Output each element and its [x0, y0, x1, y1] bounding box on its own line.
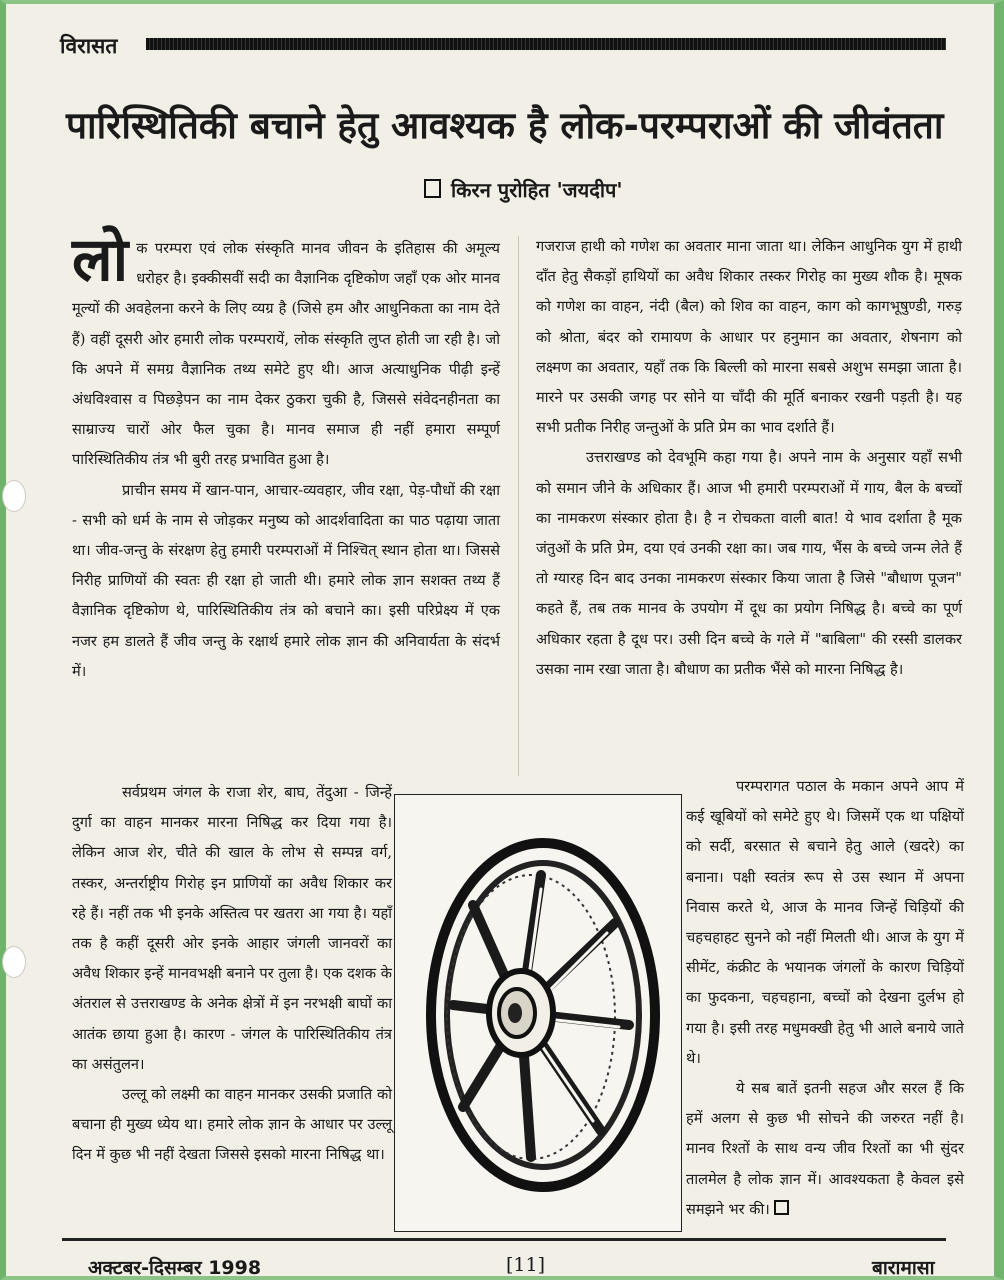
section-tag: विरासत: [60, 34, 118, 58]
column-divider: [518, 236, 519, 776]
paragraph: क परम्परा एवं लोक संस्कृति मानव जीवन के इतिहास की अमूल्य धरोहर है। इक्कीसवीं सदी का वैज्ञानिक दृष्टिकोण जहाँ एक ओर मानव मूल्यों की अवहेलना करने के लिए व्यग्र है (जिसे हम और आधुनिकता का नाम देते हैं) वहीं दूसरी ओर हमारी लोक परम्परायें, लोक संस्कृति लुप्त होती जा रही है। जो कि अपने में समग्र वैज्ञानिक तथ्य समेटे हुए थी। आज अत्याधुनिक पीढ़ी इन्हें अंधविश्वास व पिछड़ेपन का नाम देकर ठुकरा चुकी है, जिससे संवेदनहीनता का साम्राज्य चारों ओर फैल चुका है। मानव समाज ही नहीं हमारा सम्पूर्ण पारिस्थितिकीय तंत्र भी बुरी तरह प्रभावित हुआ है।: [72, 240, 500, 469]
left-bottom-column: [72, 778, 392, 1171]
paragraph-text: ये सब बातें इतनी सहज और सरल हैं कि हमें अलग से कुछ भी सोचने की जरुरत नहीं है। मानव रिश्तों के साथ वन्य जीव रिश्तों का भी सुंदर तालमेल है लोक ज्ञान में। आवश्यकता है केवल इसे समझने भर की।: [686, 1080, 964, 1218]
left-column: [72, 225, 500, 687]
author-name: किरन पुरोहित 'जयदीप': [451, 178, 623, 202]
paragraph: गजराज हाथी को गणेश का अवतार माना जाता था। लेकिन आधुनिक युग में हाथी दाँत हेतु सैकड़ों हाथियों का अवैध शिकार तस्कर गिरोह का मुख्य शौक है। मूषक को गणेश का वाहन, नंदी (बैल) को शिव का वाहन, काग को कागभूषुण्डी, गरुड़ को श्रोता, बंदर को रामायण के आधार पर हनुमान का अवतार, शेषनाग को लक्ष्मण का अवतार, यहाँ तक कि बिल्ली को मारना सबसे अशुभ समझा जाता है। मारने पर उसकी जगह पर सोने या चाँदी की मूर्ति बनाकर रखनी पड़ती है। यह सभी प्रतीक निरीह जन्तुओं के प्रति प्रेम का भाव दर्शाते हैं।: [536, 238, 962, 437]
drop-cap: लो: [72, 225, 129, 295]
footer-date: अक्टबर-दिसम्बर 1998: [88, 1257, 262, 1279]
paragraph: उत्तराखण्ड को देवभूमि कहा गया है। अपने नाम के अनुसार यहाँ सभी को समान जीने के अधिकार हैं। आज भी हमारी परम्पराओं में गाय, बैल के बच्चों का नामकरण संस्कार होता है। है न रोचकता वाली बात! ये भाव दर्शाता है मूक जंतुओं के प्रति प्रेम, दया एवं उनकी रक्षा का। जब गाय, भैंस के बच्चे जन्म लेते हैं तो ग्यारह दिन बाद उनका नामकरण संस्कार किया जाता है जिसे "बौधाण पूजन" कहते हैं, तब तक मानव के उपयोग में दूध का प्रयोग निषिद्ध है। बच्चे का पूर्ण अधिकार रहता है दूध पर। उसी दिन बच्चे के गले में "बाबिला" की रस्सी डालकर उसका नाम रखा जाता है। बौधाण का प्रतीक भैंसे को मारना निषिद्ध है।: [536, 449, 962, 678]
paragraph: प्राचीन समय में खान-पान, आचार-व्यवहार, जीव रक्षा, पेड़-पौधों की रक्षा - सभी को धर्म के नाम से जोड़कर मनुष्य को आदर्शवादिता का पाठ पढ़ाया जाता था। जीव-जन्तु के संरक्षण हेतु हमारी परम्पराओं में निश्चित् स्थान होता था। जिससे निरीह प्राणियों की स्वतः ही रक्षा हो जाती थी। हमारे लोक ज्ञान सशक्त तथ्य हैं वैज्ञानिक दृष्टिकोण थे, पारिस्थितिकीय तंत्र को बचाने का। इसी परिप्रेक्ष्य में एक नजर हम डालते हैं जीव जन्तु के रक्षार्थ हमारे लोक ज्ञान की अनिवार्यता के संदर्भ में।: [72, 481, 500, 680]
publication-name: बारामासा: [872, 1257, 935, 1279]
cart-wheel-icon: [401, 825, 673, 1205]
paragraph: परम्परागत पठाल के मकान अपने आप में कई खूबियों को समेटे हुए थे। जिसमें एक था पक्षियों को सर्दी, बरसात से बचाने हेतु आले (खदरे) का बनाना। पक्षी स्वतंत्र रूप से उस स्थान में अपना निवास करते थे, आज के मानव जिन्हें चिड़ियों की चहचहाहट सुनने को नहीं मिलती थी। आज के युग में सीमेंट, कंक्रीट के भयानक जंगलों के कारण चिड़ियों का फुदकना, चहचहाना, बच्चों को देखना दुर्लभ हो गया है। इसी तरह मधुमक्खी हेतु भी आले बनाये जाते थे।: [686, 778, 964, 1067]
headline: पारिस्थितिकी बचाने हेतु आवश्यक है लोक-परम्पराओं की जीवंतता: [66, 104, 944, 147]
paragraph: [686, 1074, 964, 1225]
byline: [424, 176, 623, 203]
end-mark-icon: [774, 1200, 789, 1215]
paragraph: सर्वप्रथम जंगल के राजा शेर, बाघ, तेंदुआ - जिन्हें दुर्गा का वाहन मानकर मारना निषिद्ध कर दिया गया है। लेकिन आज शेर, चीते की खाल के लोभ से सम्पन्न वर्ग, तस्कर, अन्तर्राष्ट्रीय गिरोह इन प्राणियों का अवैध शिकार कर रहे हैं। नहीं तक भी इनके अस्तित्व पर खतरा आ गया है। यहाँ तक है कहीं दूसरी ओर इनके आहार जंगली जानवरों का अवैध शिकार इन्हें मानवभक्षी बनाने पर तुला है। एक दशक के अंतराल से उत्तराखण्ड के अनेक क्षेत्रों में इन नरभक्षी बाघों का आतंक छाया हुआ है। कारण - जंगल के पारिस्थितिकीय तंत्र का असंतुलन।: [72, 784, 392, 1073]
footer-rule: [62, 1238, 946, 1241]
wheel-illustration: [394, 794, 682, 1232]
header-rule: [146, 38, 946, 50]
punch-hole: [2, 946, 26, 978]
punch-hole: [2, 480, 26, 512]
paragraph: उल्लू को लक्ष्मी का वाहन मानकर उसकी प्रजाति को बचाना ही मुख्य ध्येय था। हमारे लोक ज्ञान के आधार पर उल्लू दिन में कुछ भी नहीं देखता जिससे इसको मारना निषिद्ध था।: [72, 1086, 392, 1164]
right-bottom-column: [686, 772, 964, 1225]
square-bullet-icon: [424, 179, 441, 198]
page-number: [11]: [506, 1254, 546, 1276]
right-column: [536, 232, 962, 685]
